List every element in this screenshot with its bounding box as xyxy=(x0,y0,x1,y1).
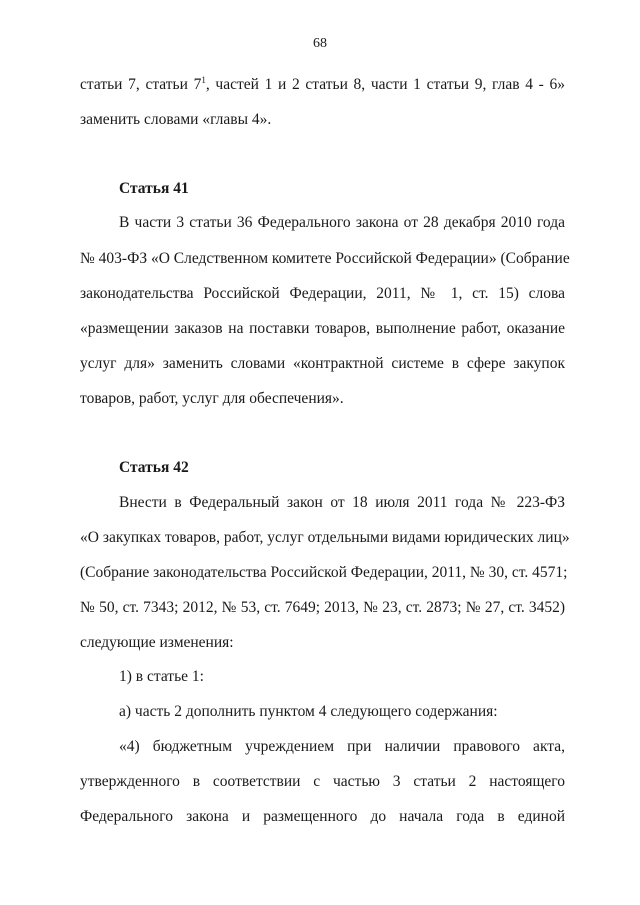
article-42-line: «О закупках товаров, работ, услуг отдельными видами юридических лиц» xyxy=(80,529,570,546)
intro-line-1 xyxy=(80,76,565,94)
article-42-line: Внести в Федеральный закон от 18 июля 2011 года № 223-ФЗ xyxy=(119,494,565,511)
article-41-heading: Статья 41 xyxy=(119,180,189,197)
article-42-line: № 50, ст. 7343; 2012, № 53, ст. 7649; 2013, № 23, ст. 2873; № 27, ст. 3452) xyxy=(80,599,565,616)
intro-line-1-rest: , частей 1 и 2 статьи 8, части 1 статьи 9, глав 4 - 6» xyxy=(205,76,565,93)
article-41-line: № 403-ФЗ «О Следственном комитете Российской Федерации» (Собрание xyxy=(80,250,570,267)
article-41-line: В части 3 статьи 36 Федерального закона от 28 декабря 2010 года xyxy=(119,214,565,231)
article-41-line: услуг для» заменить словами «контрактной системе в сфере закупок xyxy=(80,355,565,372)
article-41-line: законодательства Российской Федерации, 2011, № 1, ст. 15) слова xyxy=(80,285,565,302)
intro-line-1-text: статьи 7, статьи 7 xyxy=(80,76,202,93)
superscript: 1 xyxy=(201,75,206,85)
page-number: 68 xyxy=(313,36,327,51)
article-42-heading: Статья 42 xyxy=(119,459,189,476)
intro-line-2: заменить словами «главы 4». xyxy=(80,111,272,128)
quote-line: Федерального закона и размещенного до начала года в единой xyxy=(80,808,565,825)
article-41-line: товаров, работ, услуг для обеспечения». xyxy=(80,390,344,407)
article-42-line: (Собрание законодательства Российской Федерации, 2011, № 30, ст. 4571; xyxy=(80,564,568,581)
quote-line: утвержденного в соответствии с частью 3 статьи 2 настоящего xyxy=(80,773,565,790)
list-item-a: а) часть 2 дополнить пунктом 4 следующего содержания: xyxy=(119,703,498,720)
article-41-line: «размещении заказов на поставки товаров, выполнение работ, оказание xyxy=(80,320,565,337)
quote-line: «4) бюджетным учреждением при наличии правового акта, xyxy=(119,738,565,755)
list-item-1: 1) в статье 1: xyxy=(119,668,204,685)
article-42-line: следующие изменения: xyxy=(80,634,234,651)
